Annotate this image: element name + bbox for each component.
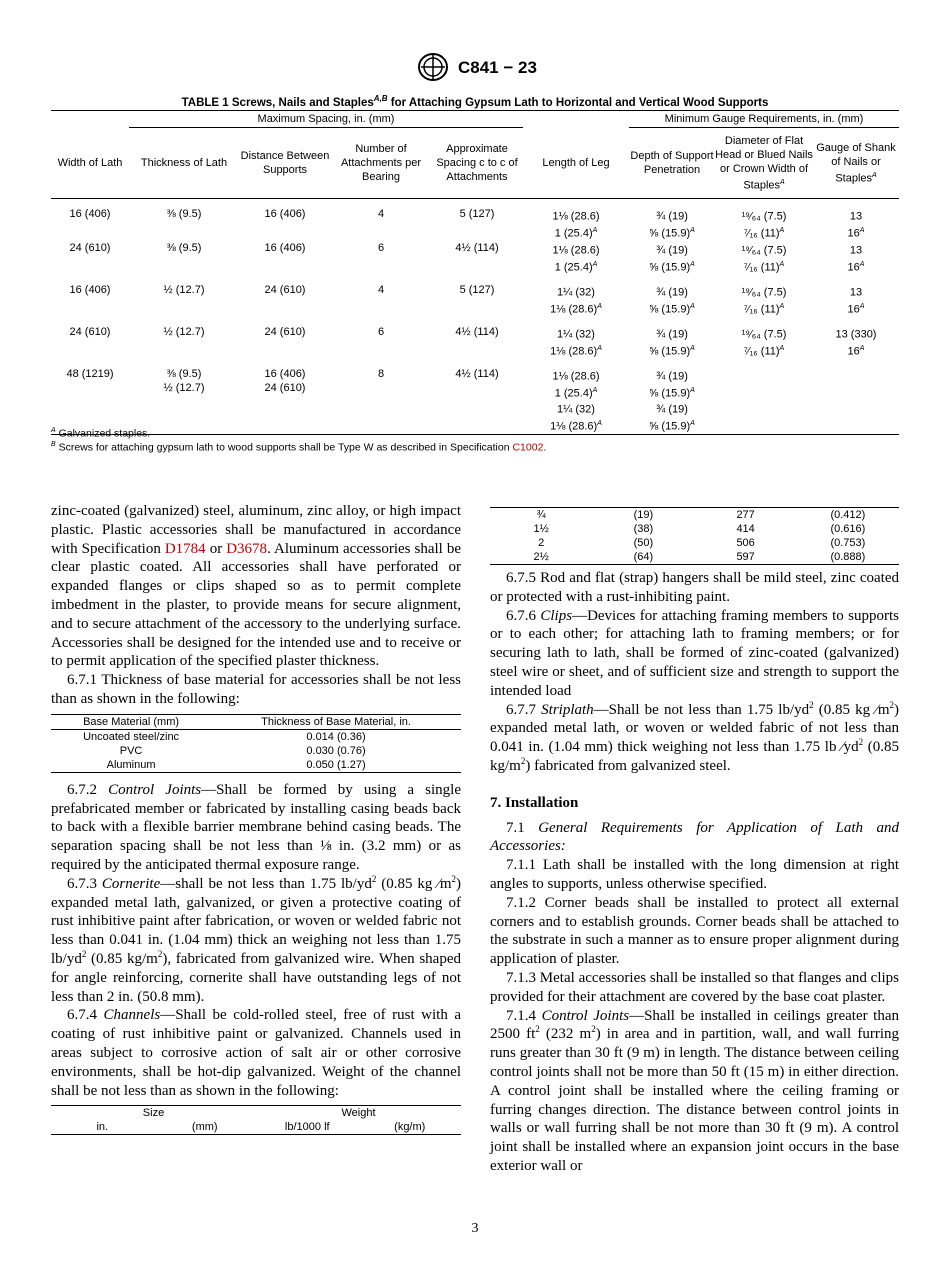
table1-cell: [813, 283, 899, 325]
table-cell: 597: [736, 551, 755, 563]
table1-cell: [129, 241, 239, 283]
table1-cell: 4½ (114): [455, 326, 499, 338]
table-row: [490, 508, 899, 523]
table1-cell: 5 (127): [459, 208, 495, 220]
table1-cell: [239, 241, 331, 283]
table-row: [51, 758, 461, 773]
table-row: [51, 744, 461, 758]
left-column: [51, 502, 461, 1135]
table-cell: (0.753): [830, 537, 866, 549]
table1-col-header: Width of Lath: [51, 128, 129, 199]
table1-cell-line: 13 (330): [835, 328, 877, 341]
table1-cell-line: ½ (12.7): [163, 326, 205, 338]
table1-cell: [813, 367, 899, 434]
table1-col-header: Diameter of Flat Head or Blued Nails or Crown Width of Staples$^A$: [715, 128, 813, 199]
table1-cell: [239, 325, 331, 367]
table-row: [490, 550, 899, 565]
chan-subheader: (kg/m): [359, 1120, 462, 1135]
table1-cell-line: ⅝ $(15.9)^A$: [649, 386, 695, 400]
table1-cell-line: ¹⁹⁄₆₄ (7.5): [741, 210, 787, 223]
astm-logo-icon: [413, 52, 453, 82]
table1-cell: 4: [377, 284, 385, 296]
channel-weight-table: [490, 507, 899, 565]
table1-cell: 16 (406): [69, 284, 111, 296]
table1-cell-line: ⅜ (9.5): [166, 368, 202, 380]
table1-cell-line: 1¼ (32): [557, 328, 595, 341]
paragraph-7-1-4: 7.1.4 Control Joints—Shall be installed in ceilings greater than 2500 $ft^2$ (232 $m^2$) in area and in partition, wall, and wall furring runs greater than 30 ft (9 m) in length. The distance between ceiling control joints shall not be more than 50 ft (15 m) in either direction. A control joint shall be installed where the ceiling framing or furring changes direction. The distance between control joints in walls or wall furring shall be not more than 30 ft (9 m). A control joint shall be installed where an expansion joint occurs in the base exterior wall or: [490, 1007, 900, 1174]
table1-cell-line: 1¼ (32): [557, 403, 595, 416]
paragraph-6-7-1: 6.7.1 Thickness of base material for accessories shall be not less than as shown in the following:: [51, 672, 461, 707]
table-cell: Aluminum: [51, 758, 211, 773]
table1-cell-line: 1⅛ (28.6): [552, 370, 600, 383]
table1-cell: [129, 199, 239, 242]
table1-cell-line: ⅝ $(15.9)^A$: [649, 226, 695, 240]
table1-cell: [523, 199, 629, 242]
table1-cell-line: 1⅛ $(28.6)^A$: [550, 302, 602, 316]
table1-cell: [715, 325, 813, 367]
table1-cell-line: 1 $(25.4)^A$: [554, 260, 598, 274]
table1-cell-line: ¹⁹⁄₆₄ (7.5): [741, 244, 787, 257]
table1-col-header: Thickness of Lath: [129, 128, 239, 199]
base-table-header: Base Material (mm): [51, 714, 211, 729]
table1-cell: [239, 199, 331, 242]
table1-cell: 4½ (114): [455, 242, 499, 254]
table-cell: Uncoated steel/zinc: [83, 730, 180, 743]
table1-cell-line: 24 (610): [264, 326, 306, 338]
table1-cell: [129, 283, 239, 325]
table1-cell: [523, 241, 629, 283]
paragraph-6-7-5: 6.7.5 Rod and flat (strap) hangers shall be mild steel, zinc coated or protected with a rust-inhibiting paint.: [490, 570, 899, 605]
table1-cell: 6: [377, 326, 385, 338]
table-cell: 0.014 (0.36): [306, 730, 366, 743]
table1-cell: 5 (127): [459, 284, 495, 296]
link-d3678[interactable]: D3678: [226, 540, 268, 557]
table1-cell-line: ⅝ $(15.9)^A$: [649, 419, 695, 433]
table1-cell-line: 24 (610): [264, 382, 306, 394]
table-cell: (19): [633, 509, 654, 521]
table1-cell-line: ⅝ $(15.9)^A$: [649, 344, 695, 358]
table1-cell-line: ¾ (19): [656, 403, 688, 416]
table-row: [51, 729, 461, 744]
table1-cell: [629, 199, 715, 242]
table-cell: 277: [736, 509, 755, 521]
table1-cell-line: $16^A$: [847, 260, 865, 274]
paragraph-6-7-4: 6.7.4 Channels—Shall be cold-rolled steel, free of rust with a coating of rust inhibitive paint or galvanized. Channels used in areas subject to corrosive action of salt air or other corrosive environments, shall be hot-dip galvanized. Weight of the channel shall be not less than as shown in the following:: [51, 1007, 462, 1099]
right-column: [490, 507, 899, 1176]
document-id: C841 − 23: [458, 58, 537, 77]
chan-header-weight: Weight: [256, 1106, 461, 1121]
table1-cell: [629, 367, 715, 434]
table-cell: (0.412): [830, 509, 866, 521]
table1-cell-line: $16^A$: [847, 344, 865, 358]
table1-cell: [813, 199, 899, 242]
paragraph-7-1-1: 7.1.1 Lath shall be installed with the long dimension at right angles to supports, unless otherwise specified.: [490, 857, 899, 892]
table-cell: 506: [736, 537, 755, 549]
table-cell: 0.050 (1.27): [211, 758, 461, 773]
table-row: [490, 536, 899, 550]
table1-cell-line: 1⅛ $(28.6)^A$: [550, 344, 602, 358]
table1-cell-line: $16^A$: [847, 302, 865, 316]
table1-row: [51, 283, 899, 325]
table1-cell-line: 1 $(25.4)^A$: [554, 386, 598, 400]
table1-cell-line: 1⅛ $(28.6)^A$: [550, 419, 602, 433]
table1-cell: 48 (1219): [51, 367, 129, 434]
paragraph: zinc-coated (galvanized) steel, aluminum, zinc alloy, or high impact plastic. Plastic accessories shall be manufactured in accordance with Specification D1784 or D3678. Aluminum accessories shall be clear plastic coated. All accessories shall have perforated or expanded flanges or clips shaped so as to permit complete imbedment in the plaster, to provide means for secure alignment, and to secure attachment of the accessory to the underlying surface. Accessories shall be designed for the intended use and to receive or to permit application of the specified plaster thickness.: [51, 503, 461, 670]
section-heading-7: 7. Installation: [490, 794, 579, 811]
paragraph-6-7-2: 6.7.2 Control Joints—Shall be formed by using a single prefabricated member or fabricated by installing casing beads back to back with a flexible barrier membrane behind casing beads. The separation spacing shall be not less than ⅛ in. (3.2 mm) or as required by the anticipated thermal exposure range.: [51, 781, 461, 873]
table-cell: (38): [633, 523, 654, 535]
table1-cell: [523, 367, 629, 434]
table1-cell-line: ¾ (19): [656, 328, 688, 341]
table1-col-header: Length of Leg: [523, 128, 629, 199]
table1-cell: 24 (610): [69, 242, 111, 254]
table1-col-header: Approximate Spacing c to c of Attachments: [431, 128, 523, 199]
table1-cell: 16 (406): [69, 208, 111, 220]
link-d1784[interactable]: D1784: [164, 540, 206, 557]
page-number: 3: [471, 1221, 479, 1236]
table1-cell: 8: [331, 367, 431, 434]
table1-cell: [715, 241, 813, 283]
table1-cell: [813, 325, 899, 367]
table1-cell: 24 (610): [69, 326, 111, 338]
table1-footnote-b: $^B$ Screws for attaching gypsum lath to wood supports shall be Type W as described in Specification C1002.: [51, 441, 547, 454]
paragraph-6-7-7: 6.7.7 Striplath—Shall be not less than 1.75 $lb/yd^2$ (0.85 kg $⁄m^2$) expanded metal lath, or woven or welded fabric of not less than 0.041 in. (1.04 mm) thick weighing not less than 1.75 lb $⁄yd^2$ (0.85 $kg/m^2$) fabricated from galvanized steel.: [490, 699, 900, 774]
table1-row: [51, 199, 899, 242]
table1-cell: [129, 367, 239, 434]
table1-cell: [715, 283, 813, 325]
table1-cell-line: 13: [849, 286, 863, 299]
table1-cell: [813, 241, 899, 283]
paragraph-7-1-3: 7.1.3 Metal accessories shall be installed so that flanges and clips provided for their attachment are covered by the base coat plaster.: [490, 969, 899, 1005]
table1-cell-line: ⅜ (9.5): [166, 242, 202, 254]
table1-cell: 4: [377, 208, 385, 220]
paragraph-7-1-2: 7.1.2 Corner beads shall be installed to protect all external corners and to establish grounds. Corner beads shall be attached to the substrate in such a manner as to ensure proper alignment during application of plaster.: [490, 894, 899, 968]
table-cell: 1½: [533, 523, 549, 535]
table1-group-min: Minimum Gauge Requirements, in. (mm): [629, 111, 899, 128]
paragraph-7-1: 7.1 General Requirements for Application of Lath and Accessories:: [490, 819, 899, 855]
table1-footnote-a: $^A$ Galvanized staples.: [51, 427, 151, 440]
table1-cell-line: ⁷⁄₁₆ $(11)^A$: [743, 226, 785, 240]
base-table-header: Thickness of Base Material, in.: [211, 714, 461, 729]
table1-cell: [629, 283, 715, 325]
table1-cell-line: ⁷⁄₁₆ $(11)^A$: [743, 344, 785, 358]
table-cell: (0.616): [830, 523, 866, 535]
table1-cell: [523, 283, 629, 325]
table1-cell: [239, 367, 331, 434]
table1-cell-line: ¾ (19): [656, 210, 688, 223]
base-material-table: [51, 714, 461, 773]
table-cell: 2: [538, 537, 545, 549]
table1-cell: 4½ (114): [431, 367, 523, 434]
table1-cell-line: ⅝ $(15.9)^A$: [649, 260, 695, 274]
chan-header-size: Size: [51, 1106, 256, 1121]
table1-col-header: Depth of Support Penetration: [629, 128, 715, 199]
table1-cell-line: ¾ (19): [656, 244, 688, 257]
table1-row: [51, 325, 899, 367]
table1-cell-line: ¹⁹⁄₆₄ (7.5): [741, 328, 787, 341]
table1-cell: [715, 199, 813, 242]
paragraph-6-7-3: 6.7.3 Cornerite—shall be not less than 1.75 $lb/yd^2$ (0.85 kg $⁄m^2$) expanded metal lath, galvanized, or given a protective coating of rust inhibitive paint after fabrication, or woven or welded fabric not less than 0.041 in. (1.04 mm) thick an weighing not less than 1.75 $lb/yd^2$ (0.85 $kg/m^2$), fabricated from galvanized wire. When shaped for angle reinforcing, cornerite shall have outstanding legs of not less than 2 in. (50.8 mm).: [51, 873, 461, 1005]
table1-cell-line: ½ (12.7): [163, 284, 205, 296]
table1-cell-line: 16 (406): [264, 242, 306, 254]
table1-cell: [715, 367, 813, 434]
table1-cell-line: ⁷⁄₁₆ $(11)^A$: [743, 260, 785, 274]
table1-cell-line: 16 (406): [264, 368, 306, 380]
table1-cell-line: ½ (12.7): [163, 382, 205, 394]
table1-cell-line: 1 $(25.4)^A$: [554, 226, 598, 240]
table1-title: TABLE 1 Screws, Nails and Staples$^{A,B}$ for Attaching Gypsum Lath to Horizontal and Vertical Wood Supports: [181, 94, 769, 109]
table1-row: [51, 241, 899, 283]
table1-cell-line: 1⅛ (28.6): [552, 244, 600, 257]
table1-group-max: Maximum Spacing, in. (mm): [129, 111, 523, 128]
chan-subheader: in.: [51, 1120, 154, 1135]
table-cell: (0.888): [830, 551, 866, 563]
table1-cell: [239, 283, 331, 325]
link-c1002[interactable]: C1002: [512, 441, 544, 454]
channel-weight-table-header: [51, 1105, 461, 1135]
table-cell: (64): [633, 551, 654, 563]
table1-cell-line: ⅝ $(15.9)^A$: [649, 302, 695, 316]
table1-cell: [629, 241, 715, 283]
table-cell: PVC: [119, 744, 143, 757]
table1-cell-line: 16 (406): [264, 208, 306, 220]
table1-cell-line: $16^A$: [847, 226, 865, 240]
table1-cell-line: ⁷⁄₁₆ $(11)^A$: [743, 302, 785, 316]
table1-cell-line: 13: [849, 210, 863, 223]
table1-cell: [129, 325, 239, 367]
table1-cell: [523, 325, 629, 367]
table1-cell-line: 1¼ (32): [557, 286, 595, 299]
chan-subheader: (mm): [154, 1120, 257, 1135]
table-cell: ¾: [536, 509, 546, 521]
table-cell: 0.030 (0.76): [306, 744, 366, 757]
table1-row: [51, 367, 899, 434]
table1: [51, 110, 899, 435]
table-row: [490, 522, 899, 536]
table1-cell-line: 13: [849, 244, 863, 257]
table1-cell-line: ¹⁹⁄₆₄ (7.5): [741, 286, 787, 299]
table1-cell-line: 1⅛ (28.6): [552, 210, 600, 223]
table1-col-header: Number of Attachments per Bearing: [331, 128, 431, 199]
table1-cell-line: ¾ (19): [656, 286, 688, 299]
paragraph-6-7-6: 6.7.6 Clips—Devices for attaching framing members to supports or to each other; for attaching lath to framing members; or for securing lath to lath, shall be formed of zinc-coated (galvanized) steel wire or sheet, and of sufficient size and strength to support the intended load: [490, 607, 900, 699]
table1-cell-line: 24 (610): [264, 284, 306, 296]
table1-cell: 6: [377, 242, 385, 254]
table1-cell-line: ¾ (19): [656, 370, 688, 383]
page-header: [0, 52, 950, 86]
table1-col-header: Gauge of Shank of Nails or Staples$^A$: [813, 128, 899, 199]
table-cell: 414: [736, 523, 755, 535]
table-cell: (50): [633, 537, 654, 549]
table1-cell: [629, 325, 715, 367]
table1-col-header: Distance Between Supports: [239, 128, 331, 199]
table-cell: 2½: [533, 551, 549, 563]
table1-cell-line: ⅜ (9.5): [166, 208, 202, 220]
chan-subheader: lb/1000 lf: [256, 1120, 359, 1135]
